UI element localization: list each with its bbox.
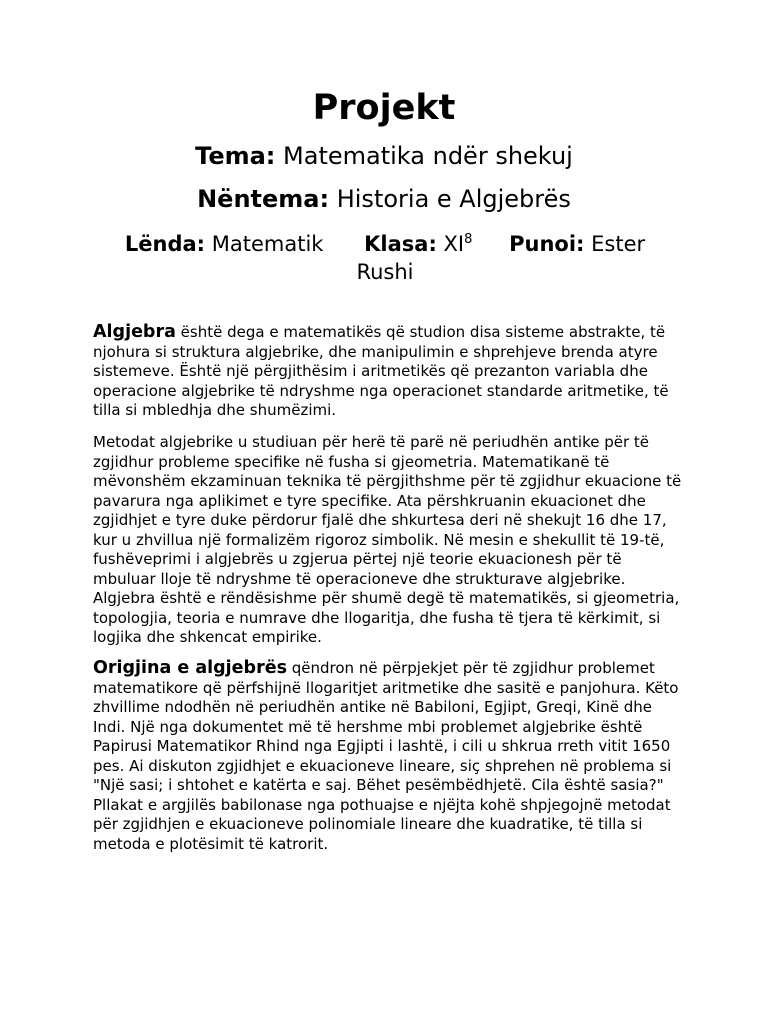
author-label: Punoi:	[509, 232, 585, 256]
class-label: Klasa:	[364, 232, 437, 256]
topic-value: Matematika ndër shekuj	[283, 142, 573, 170]
topic-label: Tema:	[195, 142, 276, 170]
subtopic-value: Historia e Algjebrës	[336, 185, 571, 213]
class-superscript: 8	[464, 232, 473, 247]
paragraph-algebra-methods	[93, 433, 683, 648]
paragraph-text: është dega e matematikës që studion disa sisteme abstrakte, të njohura si struktura algjebrike, dhe manipulimin e shprehjeve brenda atyre sistemeve. Është një përgjithësim i aritmetikës që prezanton variabla dhe operacione algjebrike të ndryshme nga operacionet standarde aritmetike, të tilla si mbledhja dhe shumëzimi.	[93, 323, 669, 419]
paragraph-lead: Origjina e algjebrës	[93, 658, 287, 678]
subtopic-line	[0, 184, 768, 214]
paragraph-lead: Algjebra	[93, 322, 176, 342]
paragraph-algebra-definition	[93, 323, 683, 421]
class-value: XI	[443, 232, 465, 256]
page-title: Projekt	[312, 88, 456, 128]
paragraph-text: qëndron në përpjekjet për të zgjidhur problemet matematikore që përfshijnë llogaritjet aritmetike dhe sasitë e panjohura. Këto zhvillime ndodhën në periudhën antike në Babiloni, Egjipt, Greqi, Kinë dhe Indi. Një nga dokumentet më të hershme mbi problemet algjebrike është Papirusi Matematikor Rhind nga Egjipti i lashtë, i cili u shkrua rreth vitit 1650 pes. Ai diskuton zgjidhjet e ekuacioneve lineare, siç shprehen në problema si "Një sasi; i shtohet e katërta e saj. Bëhet pesëmbëdhjetë. Cila është sasia?" Pllakat e argjilës babilonase nga pothuajse e njëjta kohë shpjegojnë metodat për zgjidhjen e ekuacioneve polinomiale lineare dhe kuadratike, të tilla si metoda e plotësimit të katrorit.	[93, 659, 679, 853]
subject-label: Lënda:	[124, 232, 206, 256]
author-value: Ester Rushi	[356, 232, 646, 284]
paragraph-text: Metodat algjebrike u studiuan për herë të parë në periudhën antike për të zgjidhur probleme specifike në fusha si gjeometria. Matematikanë të mëvonshëm ekzaminuan teknika të përgjithshme për të zgjidhur ekuacione të pavarura nga aplikimet e tyre specifike. Ata përshkruanin ekuacionet dhe zgjidhjet e tyre duke përdorur fjalë dhe shkurtesa deri në shekujt 16 dhe 17, kur u zhvillua një formalizëm rigoroz simbolik. Në mesin e shekullit të 19-të, fushëveprimi i algjebrës u zgjerua përtej një teorie ekuacionesh për të mbuluar lloje të ndryshme të operacioneve dhe strukturave algjebrike. Algjebra është e rëndësishme për shumë degë të matematikës, si gjeometria, topologjia, teoria e numrave dhe llogaritja, dhe fusha të tjera të kërkimit, si logjika dhe shkencat empirike.	[93, 433, 682, 646]
subtopic-label: Nëntema:	[197, 185, 330, 213]
meta-line	[100, 226, 670, 286]
topic-line	[0, 141, 768, 171]
subject-value: Matematik	[211, 232, 324, 256]
paragraph-algebra-origin	[93, 659, 683, 854]
